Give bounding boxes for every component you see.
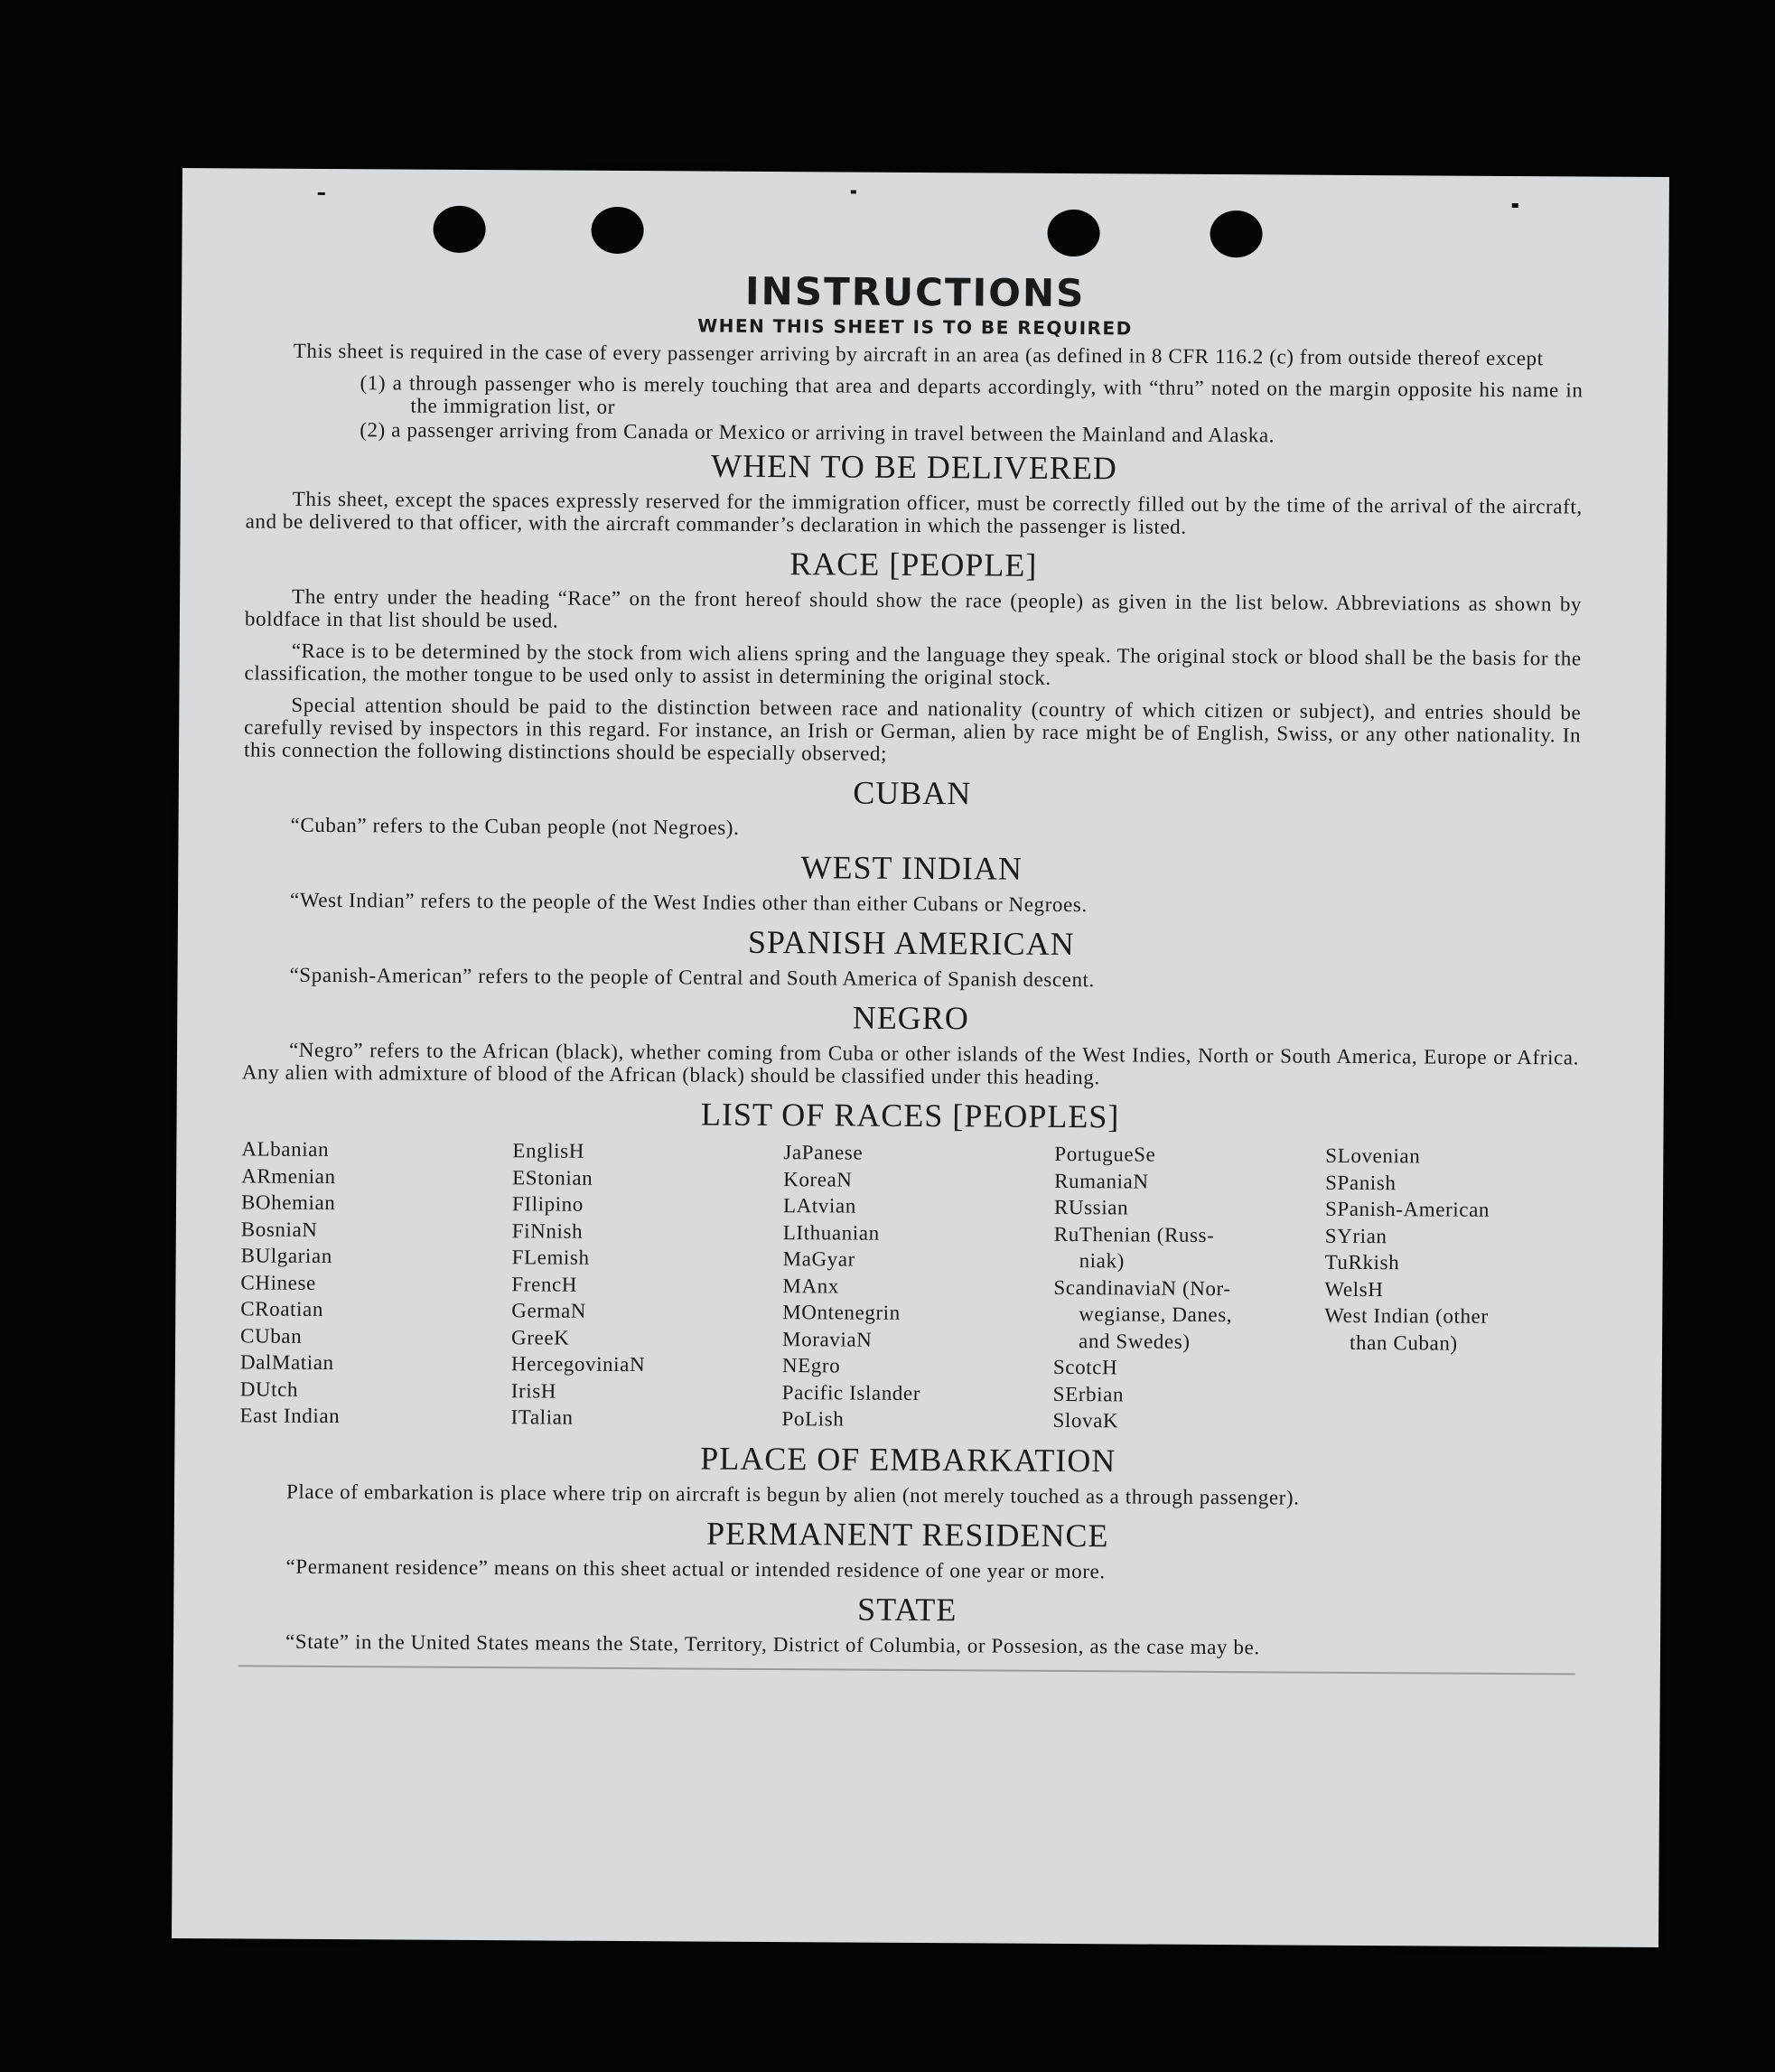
speck (1512, 203, 1518, 208)
race-item: wegianse, Danes, (1079, 1302, 1233, 1327)
delivered-paragraph: This sheet, except the spaces expressly reserved for the immigration officer, must be correctly filled out by the time of the arrival of the aircraft, and be delivered to that officer, with the aircraft commander’s declaration in which the passenger is listed. (245, 487, 1583, 538)
page-subtitle: WHEN THIS SHEET IS TO BE REQUIRED (697, 314, 1133, 340)
race-item: FiNnish (511, 1218, 584, 1243)
divider (238, 1665, 1575, 1675)
race-item: BosniaN (240, 1217, 318, 1241)
race-item: PortugueSe (1054, 1142, 1156, 1166)
race-item: ScandinaviaN (Nor- (1053, 1275, 1231, 1300)
race-item: GermaN (511, 1299, 587, 1322)
races-column (239, 1135, 512, 1430)
race-item: SlovaK (1052, 1408, 1119, 1433)
section-heading-race: RACE [PEOPLE] (789, 546, 1038, 583)
race-item: SPanish (1325, 1171, 1397, 1194)
race-item: MoraviaN (782, 1327, 873, 1351)
punch-hole (1210, 210, 1262, 257)
race-item: NEgro (781, 1354, 841, 1377)
races-column (1052, 1141, 1325, 1435)
residence-paragraph: “Permanent residence” means on this sheet actual or intended residence of one year or more. (285, 1554, 1106, 1582)
speck (318, 192, 325, 195)
punch-hole (591, 207, 643, 254)
race-item: IrisH (510, 1378, 557, 1403)
section-heading-delivered: WHEN TO BE DELIVERED (711, 447, 1117, 487)
race-item: CUban (240, 1323, 303, 1348)
race-item: Pacific Islander (781, 1380, 921, 1405)
race-item: CRoatian (240, 1297, 324, 1321)
race-item: MOntenegrin (782, 1301, 901, 1324)
race-item: LIthuanian (782, 1220, 880, 1245)
race-item: ALbanian (241, 1137, 330, 1162)
west-indian-paragraph: “West Indian” refers to the people of the West Indies other than either Cubans or Negroes. (289, 888, 1088, 917)
race-item: CHinese (240, 1270, 316, 1294)
race-item: EStonian (512, 1165, 593, 1190)
race-item: SPanish-American (1324, 1197, 1490, 1221)
race-paragraph: Special attention should be paid to the distinction between race and nationality (country of which citizen or subject), and entries should be carefully revised by inspectors in this regard. For instance, an Irish or German, alien by race might be of English, Swiss, or any other nationality. In this connection the following distinctions should be especially observed; (243, 693, 1582, 765)
race-item: ScotcH (1052, 1355, 1118, 1379)
races-column (781, 1139, 1054, 1433)
document-sheet (172, 168, 1669, 1947)
race-item: and Swedes) (1079, 1329, 1191, 1353)
section-heading-residence: PERMANENT RESIDENCE (705, 1515, 1109, 1554)
race-item: DalMatian (239, 1350, 334, 1375)
section-heading-embarkation: PLACE OF EMBARKATION (700, 1440, 1116, 1479)
section-heading-races-list: LIST OF RACES [PEOPLES] (700, 1096, 1120, 1135)
punch-hole (433, 206, 485, 253)
race-item: HercegoviniaN (510, 1352, 646, 1377)
race-item: FLemish (511, 1246, 590, 1269)
race-item: BUlgarian (240, 1244, 332, 1268)
race-item: than Cuban) (1350, 1330, 1458, 1355)
race-item: FIlipino (511, 1192, 584, 1216)
punch-hole (1047, 210, 1099, 257)
section-heading-spanish-american: SPANISH AMERICAN (747, 923, 1075, 963)
instructions-content (238, 266, 1583, 1675)
race-item: WelsH (1324, 1277, 1384, 1301)
race-item: SLovenian (1325, 1143, 1421, 1168)
race-item: RumaniaN (1054, 1169, 1149, 1193)
race-item: FrencH (511, 1272, 578, 1296)
embarkation-paragraph: Place of embarkation is place where trip on aircraft is begun by alien (not merely touched as a through passenger). (285, 1479, 1300, 1509)
race-item: TuRkish (1324, 1250, 1400, 1274)
race-item: PoLish (781, 1407, 845, 1431)
cuban-paragraph: “Cuban” refers to the Cuban people (not Negroes). (290, 813, 740, 839)
races-column (510, 1137, 783, 1432)
race-item: MAnx (782, 1274, 839, 1297)
race-item: MaGyar (782, 1247, 855, 1271)
speck (851, 191, 856, 194)
intro-paragraph: This sheet is required in the case of every passenger arriving by aircraft in an area (as defined in 8 CFR 116.2 (c) from outside thereof except (293, 339, 1544, 370)
race-item: KoreaN (783, 1167, 853, 1191)
race-paragraph: “Race is to be determined by the stock from wich aliens spring and the language they speak. The original stock or blood shall be the basis for the classification, the mother tongue to be used only to assist in determining the original stock. (244, 639, 1582, 689)
race-item: West Indian (other (1324, 1303, 1489, 1328)
race-paragraph: The entry under the heading “Race” on the front hereof should show the race (people) as given in the list below. Abbreviations as shown by boldface in that list should be used. (244, 584, 1583, 632)
race-item: niak) (1079, 1249, 1125, 1273)
race-item: DUtch (239, 1377, 299, 1401)
page-title: INSTRUCTIONS (744, 268, 1086, 316)
section-heading-negro: NEGRO (852, 999, 969, 1037)
negro-paragraph: “Negro” refers to the African (black), whether coming from Cuba or other islands of the West Indies, North or South America, Europe or Africa. Any alien with admixture of blood of the African (black) should be classified under this heading. (241, 1038, 1580, 1089)
race-item: GreeK (511, 1325, 570, 1349)
race-item: EnglisH (512, 1139, 585, 1162)
race-item: RUssian (1053, 1195, 1129, 1219)
race-item: ITalian (510, 1405, 574, 1429)
races-column (1323, 1143, 1596, 1437)
races-list (239, 1135, 1578, 1437)
race-item: BOhemian (240, 1190, 336, 1215)
section-heading-west-indian: WEST INDIAN (800, 849, 1023, 887)
race-item: JaPanese (783, 1141, 864, 1164)
race-item: LAtvian (782, 1194, 856, 1218)
exception-item: (2) a passenger arriving from Canada or Mexico or arriving in travel between the Mainland and Alaska. (360, 418, 1275, 447)
section-heading-state: STATE (857, 1591, 958, 1628)
state-paragraph: “State” in the United States means the State, Territory, District of Columbia, or Possesion, as the case may be. (285, 1629, 1260, 1658)
section-heading-cuban: CUBAN (853, 774, 972, 812)
spanish-american-paragraph: “Spanish-American” refers to the people of Central and South America of Spanish descent. (289, 963, 1096, 992)
race-item: ARmenian (241, 1163, 336, 1188)
race-item: RuThenian (Russ- (1053, 1222, 1215, 1246)
race-item: East Indian (239, 1404, 341, 1428)
exception-item: (1) a through passenger who is merely touching that area and departs accordingly, with “thru” noted on the margin opposite his name in the immigration list, or (360, 371, 1583, 418)
race-item: SErbian (1052, 1382, 1125, 1405)
race-item: SYrian (1324, 1224, 1387, 1247)
